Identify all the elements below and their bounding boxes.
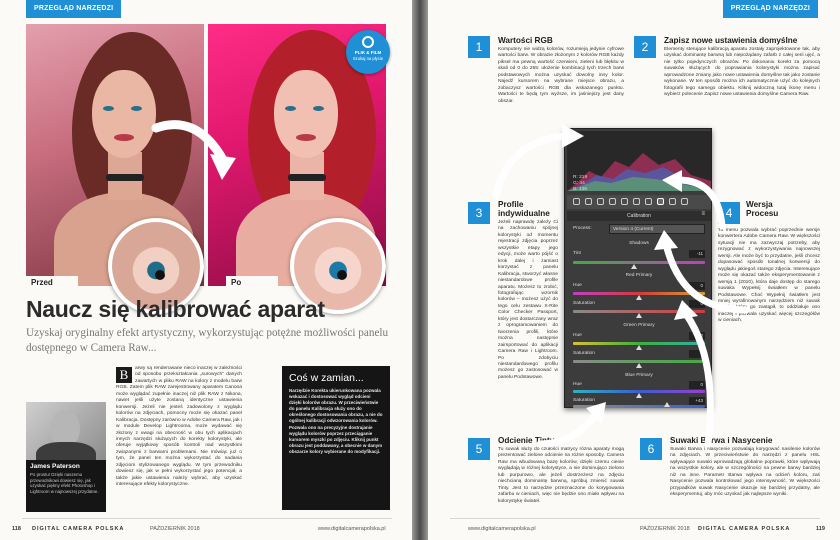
section-tab: PRZEGLĄD NARZĘDZI xyxy=(26,0,121,18)
step-3-number: 3 xyxy=(468,202,490,224)
author-photo xyxy=(26,402,106,460)
step-5-text: Tu suwak służy do czułości matrycy rózna aparaty mogą prezentować zielone odcienie na różne sposoby. Camera Raw ma wbudowaną bazę kolorów, dzięki czemu cienie wyglądają w różnej kolorystyce, a nie dominująco zielono lub purpurowo, ale jeżeli dostrzeżesz na zdjęciu niechcianą dominantę barwną, spróbuj zmienić suwak Tinty. Jest to narzędzie przeznaczone do korygowania zafarbu w cieniach, więc nie będzie ono miało wpływu na kolorystykę świateł. xyxy=(498,447,624,504)
red-primary-title: Red Primary xyxy=(625,273,653,278)
blue-saturation-label: Saturation xyxy=(573,398,595,403)
step-6-number: 6 xyxy=(640,438,662,460)
green-saturation-value[interactable]: 0 xyxy=(689,350,705,358)
step-5-number: 5 xyxy=(468,438,490,460)
after-label: Po xyxy=(226,276,278,290)
red-saturation-value[interactable]: 0 xyxy=(689,300,705,308)
process-version-select[interactable]: Version 4 (Current) xyxy=(609,224,705,234)
green-saturation-label: Saturation xyxy=(573,351,595,356)
sidebar-text: Narzędzie Korekta ukierunkowana pozwala wskazać i dostosować wygląd odcieni dzięki kolorów obrazu. W przeciwieństwie do panelu Kalibracja służy ono do określonego dostosowania obrazu, a nie do ogólnej kalibracji odwzorowania kolorów. Pozwala ono na precyzyjne dostrajanie wyglądu kolorów poprzez przeciąganie kursorem myszki po zdjęciu. Kliknij punkt obrazu jest poddawany, a obecnie w danym obszarze kolory wybierane do modyfikacji. xyxy=(289,388,383,454)
step-1-number: 1 xyxy=(468,36,490,58)
magazine-name: DIGITAL CAMERA POLSKA xyxy=(32,526,125,532)
curved-arrow-icon xyxy=(150,118,240,188)
panel-header: Calibration xyxy=(567,211,711,221)
issue-date: PAŹDZIERNIK 2018 xyxy=(640,526,690,532)
issue-date: PAŹDZIERNIK 2018 xyxy=(150,526,200,532)
headline: Naucz się kalibrować aparat xyxy=(26,296,325,322)
blue-hue-slider-thumb[interactable] xyxy=(636,393,642,398)
arrow-to-tint-icon xyxy=(534,400,614,450)
red-value: R: 219 xyxy=(573,175,588,180)
arrow-to-readout-icon xyxy=(488,116,588,206)
step-1-title: Wartości RGB xyxy=(498,36,553,45)
step-4-text: To menu pozwala wybrać poprzednie wersje konwertera Adobe Camera Raw. W większości sytuacji nie ma zazwyczaj potrzeby, aby rezygnować z wykorzystywania najnowszej wersji. Ale może być to przydatne, jeśli chcesz dopasować sposób tonalnej konwersji do wyglądu jakiegoś starego zdjęcia. Interesujące może się okazać także eksperymentowanie z wersją 1 (2010), która daje dostęp do starego suwaka Wypełnij światłem w panelu Podstawowe. Choć Wypełnij światłem jest mniej wyrafinowanym narzędziem niż suwak Cienie, który go zastąpił, to oddziałuje ono inaczej i pozwala uzyskać więcej szczegółów w cieniach. xyxy=(718,228,820,324)
section-tab: PRZEGLĄD NARZĘDZI xyxy=(723,0,818,18)
red-saturation-label: Saturation xyxy=(573,301,595,306)
body-paragraph: arwy są renderowane nieco inaczej w zależności od sposobu przekształcania „surowych” danych zawartych w pliku RAW na kolory z modelu barw RGB. Zatem plik RAW zarejestrowany aparatem Canona może wyglądać zupełnie inaczej niż plik RAW z Nikona, nawet jeśli użyte zostaną identyczne ustawienia konwersji. Jeżeli nie jesteś zadowolony z wyglądu kolorów na zdjęciach, pomocny może się okazać panel Kalibracja. Dostępny zarówno w Adobe Camera Raw, jak i w module Develop Lightrooma, może wydawać się złożony z uwagi na obecność w obu tych aplikacjach innych narzędzi służących do korekty kolorystyki, ale oferuje wyjątkowy sposób kontroli nad wszystkimi związanymi z barwami problemami. Nie mówiąc już o tym, że panel ten można wykorzystać do nadania zdjęciom stylizowanego wyglądu. W tym przewodniku dowiesz się, jak w pełni wykorzystać jego potencjał, a także jakie ustawienia należy wybrać, aby uzyskać interesujące efekty kolorystyczne. xyxy=(116,366,242,488)
red-hue-value[interactable]: 0 xyxy=(689,282,705,290)
author-name: James Paterson xyxy=(30,463,80,470)
sidebar-title: Coś w zamian... xyxy=(289,372,364,384)
blue-saturation-value[interactable]: +43 xyxy=(689,397,705,405)
body-text xyxy=(116,366,242,489)
website-url: www.digitalcamerapolska.pl xyxy=(468,526,536,532)
green-value: G: 44 xyxy=(573,181,585,186)
tint-value[interactable]: -11 xyxy=(689,250,705,258)
step-6-title: Suwaki Barwa i Nasycenie xyxy=(670,436,773,445)
arrow-to-sliders-icon xyxy=(658,300,728,450)
red-hue-label: Hue xyxy=(573,283,582,288)
step-2-title: Zapisz nowe ustawienia domyślne xyxy=(664,36,798,45)
step-2-text: Elementy sterujące kalibracją aparatu zostały zaprojektowane tak, aby uzyskać dominantę barwną lub niepożądany zafarb z całej serii ujęć, a nie tylko pojedynczych obrazów. Po dokonaniu korekt za pomocą suwaków służących do poprawiania kolorystyki można zapisać wprowadzone zmiany jako nowe ustawienia domyślne tak jako zostanie wykonane. W ten sposób można ich automatycznie użyć do kolejnych fotografii tego samego obiektu. Kliknij widoczną tutaj ikonę menu i wybierz polecenie Zapisz nowe ustawienia domyślne Camera Raw. xyxy=(664,47,820,98)
spine-gutter xyxy=(412,0,428,540)
shadows-group-title: Shadows xyxy=(629,241,649,246)
dvd-badge-title: PLIK & FILM xyxy=(354,50,382,55)
hsl-tab-icon[interactable] xyxy=(609,198,616,205)
step-4-title: Wersja Procesu xyxy=(746,200,779,218)
before-label: Przed xyxy=(26,276,78,290)
page-number: 118 xyxy=(12,526,21,532)
dvd-badge-subtitle: Szukaj na płycie xyxy=(352,56,384,61)
step-4-number: 4 xyxy=(718,202,740,224)
author-bio: Po prostu! Dzięki naszemu przewodnikowi dowiesz się, jak uzyskać piękny efekt Photoshop i Lightroom w najnowszej przydatne. xyxy=(30,472,99,494)
panel-menu-icon[interactable]: ≡ xyxy=(701,211,705,217)
step-3-text: Jeżeli naprawdę zależy Ci na zachowaniu spójnej kolorystyki od momentu rejestracji zdjęcia poprzez wszystkie etapy jego edycji, może warto pójść o krok dalej i zamiast korzystać z panelu Kalibracja, stworzyć własne niestandardowe profile aparatu. Możesz to zrobić, fotografując wzornik kolorów – możesz użyć do tego celu zestawu X-Rite Color Checker Passport, który jest dostarczany wraz z oprogramowaniem do tworzenia profili, które można następnie zaimportować do aplikacji Camera Raw i Lightroom. Po zdobyciu niestandardowego profilu możesz go zastosować w panelu Podstawowe. xyxy=(498,220,558,380)
blue-hue-value[interactable]: 0 xyxy=(689,381,705,389)
page-number: 119 xyxy=(816,526,825,532)
drop-cap: B xyxy=(116,367,132,383)
arrow-to-menu-icon xyxy=(658,170,728,230)
right-footer xyxy=(428,518,840,540)
blue-primary-title: Blue Primary xyxy=(625,373,653,378)
green-saturation-slider-thumb[interactable] xyxy=(636,363,642,368)
blue-hue-label: Hue xyxy=(573,382,582,387)
green-hue-label: Hue xyxy=(573,333,582,338)
website-url: www.digitalcamerapolska.pl xyxy=(318,526,386,532)
green-hue-slider-thumb[interactable] xyxy=(636,345,642,350)
step-6-text: Suwaki Barwa i Nasycenie pozwalają korygować nasilenie kolorów na zdjęciach. W przeciwieństwie do narzędzi z panelu HSL wpływające suwaki wprowadzają globalne poprawki, które wpływają na wszystkie kolory, ale w szczególności na pewne barwy bardziej niż na inne. Parametr Barwa wpływa na odcień koloru, zaś Nasycenie pozwala kontrolować jego intensywność. W większości przypadków suwak Nasycenie okazuje się bardziej przydatny, ale eksperymentuj, aby móc uzyskać jak najlepsze wyniki. xyxy=(670,447,820,498)
author-box xyxy=(26,460,106,512)
split-toning-tab-icon[interactable] xyxy=(621,198,628,205)
step-2-number: 2 xyxy=(634,36,656,58)
detail-tab-icon[interactable] xyxy=(597,198,604,205)
green-primary-title: Green Primary xyxy=(623,323,655,328)
blue-value: B: 136 xyxy=(573,187,587,191)
standfirst: Uzyskaj oryginalny efekt artystyczny, wykorzystując potężne możliwości panelu dostępnego w Camera Raw... xyxy=(26,327,389,354)
step-1-text: Komputery nie widzą kolorów, rozumieją jedynie cyfrowe wartości barw. W obrazie złożonym z kolorów RGB każdy piksel ma pewną wartość czerwieni, zieleni lub błękitu w skali od 0 do 255: ułożenie kombinacji tych trzech barw podstawowych można uzyskać dowolny inny kolor. Najedź kursorem na wybrane miejsce obrazu, a zobaczysz wartości RGB dla wskazanego punktu. Wartości te będą tym wyższe, im jaśniejszy jest dany obszar. xyxy=(498,47,624,104)
step-3-title: Profile indywidualne xyxy=(498,200,550,218)
lens-tab-icon[interactable] xyxy=(633,198,640,205)
left-footer xyxy=(0,518,412,540)
tint-slider-thumb[interactable] xyxy=(631,264,637,269)
right-page xyxy=(428,0,840,540)
tint-label: Tint xyxy=(573,251,581,256)
sidebar-box xyxy=(282,366,390,510)
magazine-name: DIGITAL CAMERA POLSKA xyxy=(698,526,791,532)
step-5-title: Odcienie Tinty xyxy=(498,436,555,445)
process-label: Process: xyxy=(573,226,592,231)
effects-tab-icon[interactable] xyxy=(645,198,652,205)
disc-icon xyxy=(362,36,374,48)
green-hue-value[interactable]: 0 xyxy=(689,332,705,340)
dvd-badge xyxy=(346,30,390,74)
left-page xyxy=(0,0,412,540)
